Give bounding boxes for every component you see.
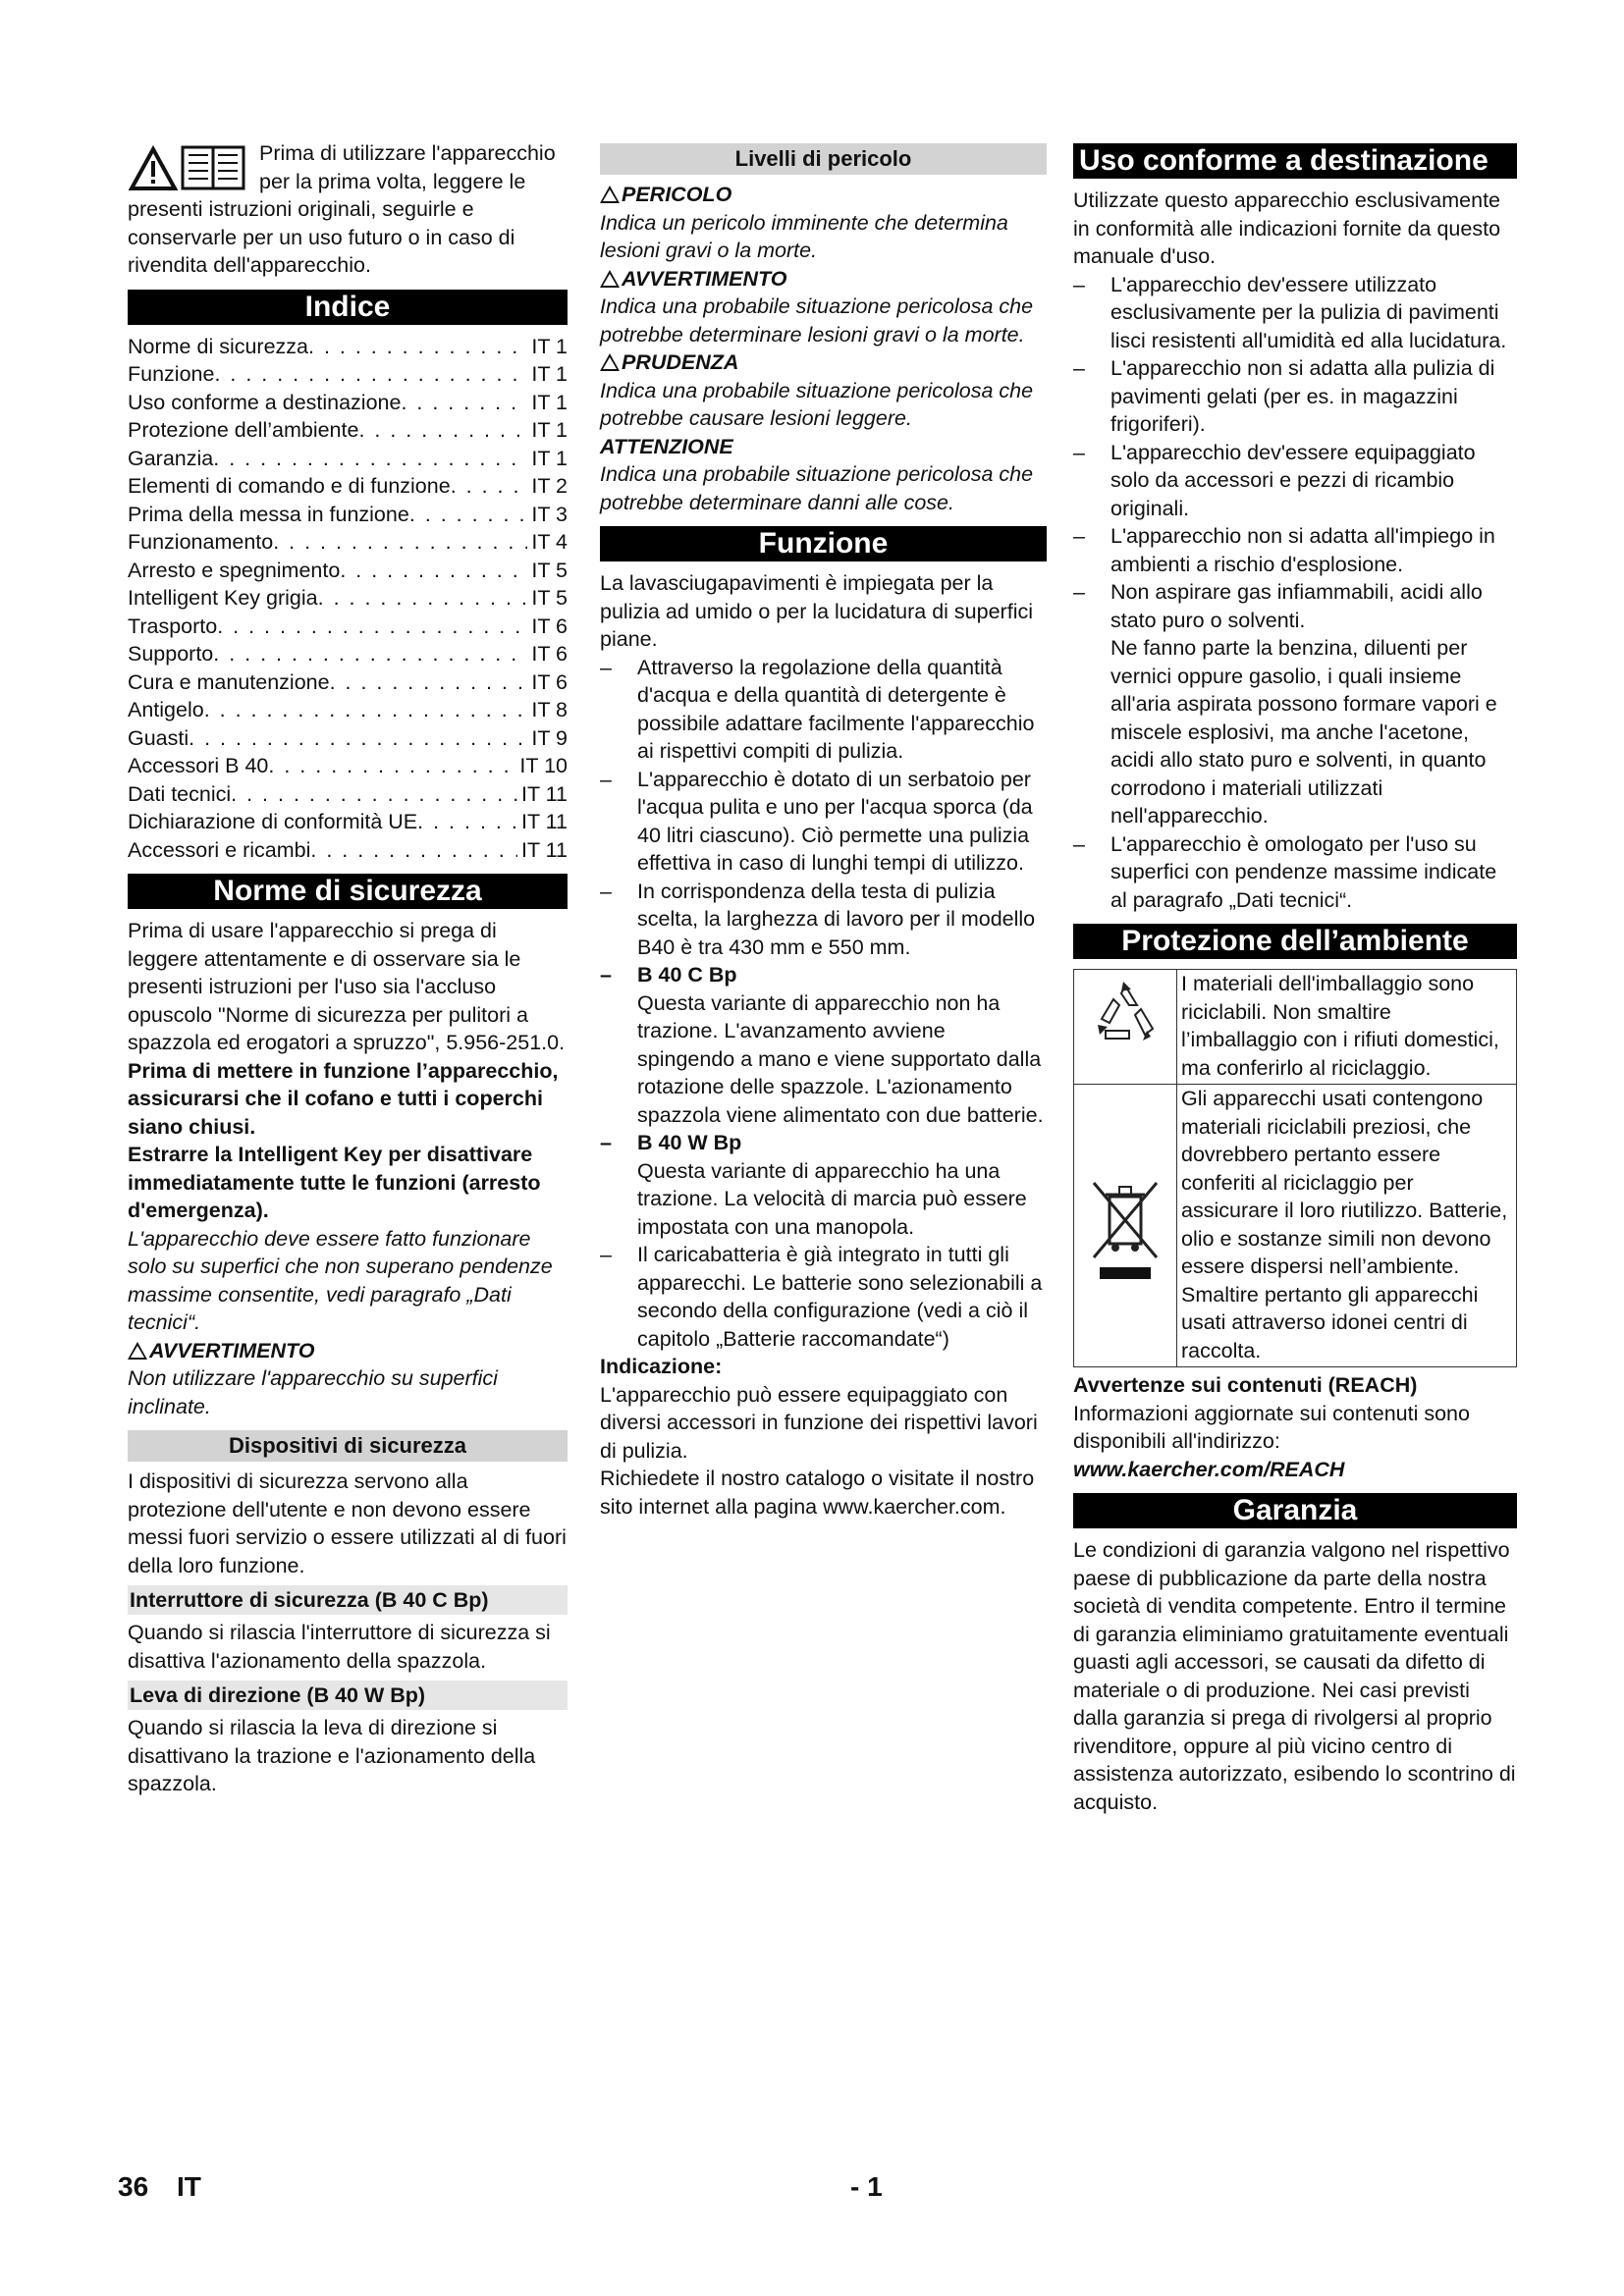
norme-bold-1: Prima di mettere in funzione l’apparecchio, assicurarsi che il cofano e tutti i coperchi siano chiusi. bbox=[128, 1058, 559, 1139]
page-number: 36 bbox=[118, 2171, 149, 2202]
list-item: – Il caricabatteria è già integrato in tutti gli apparecchi. Le batterie sono selezionabili a secondo della configurazione (vedi a ciò il capitolo „Batterie raccomandate“) bbox=[600, 1241, 1047, 1353]
toc-entry-page: IT 1 bbox=[531, 334, 568, 358]
toc-entry[interactable] bbox=[128, 780, 568, 809]
section-title-norme: Norme di sicurezza bbox=[128, 874, 568, 909]
toc-leader-dots bbox=[213, 445, 527, 473]
toc-leader-dots bbox=[204, 696, 528, 724]
toc-entry-page: IT 6 bbox=[531, 614, 568, 638]
column-right bbox=[1073, 139, 1517, 1816]
toc-leader-dots bbox=[340, 557, 527, 585]
crossed-bin-icon bbox=[1074, 1085, 1177, 1366]
toc-leader-dots bbox=[451, 472, 528, 501]
toc-entry[interactable] bbox=[128, 752, 568, 780]
uso-list bbox=[1073, 271, 1517, 635]
b40c-text: Questa variante di apparecchio non ha trazione. L'avanzamento avviene spingendo a mano e viene supportato dalla rotazione delle spazzole. L'azionamento spazzola viene alimentato con due batterie. bbox=[637, 990, 1044, 1127]
column-left bbox=[128, 139, 568, 1798]
table-of-contents bbox=[128, 333, 568, 865]
garanzia-text: Le condizioni di garanzia valgono nel rispettivo paese di pubblicazione da parte della nostra società di vendita competente. Entro il termine di garanzia eliminiamo gratuitamente eventuali guasti agli accessori, se causati da difetto di materiale o di produzione. Nei casi previsti dalla garanzia si prega di rivolgersi al proprio rivenditore, oppure al più vicino centro di assistenza autorizzato, esibendo lo scontrino di acquisto. bbox=[1073, 1538, 1516, 1814]
danger-level-heading: PERICOLO bbox=[600, 181, 1047, 209]
toc-entry[interactable] bbox=[128, 389, 568, 417]
toc-entry[interactable] bbox=[128, 836, 568, 865]
toc-entry[interactable] bbox=[128, 584, 568, 613]
toc-entry-page: IT 10 bbox=[519, 754, 568, 777]
funzione-intro: La lavasciugapavimenti è impiegata per la pulizia ad umido o per la lucidatura di superfici piane. bbox=[600, 571, 1033, 651]
recycle-icon bbox=[1074, 970, 1177, 1084]
toc-entry-page: IT 1 bbox=[531, 362, 568, 386]
toc-entry-label: Accessori B 40 bbox=[128, 754, 269, 777]
toc-entry[interactable] bbox=[128, 472, 568, 501]
list-item: – L'apparecchio non si adatta all'impiego in ambienti a rischio d'esplosione. bbox=[1073, 522, 1517, 578]
toc-entry[interactable] bbox=[128, 360, 568, 389]
warning-triangle-icon bbox=[600, 353, 620, 371]
list-item-b40c: – B 40 C Bp bbox=[600, 961, 1047, 989]
toc-leader-dots bbox=[330, 668, 528, 697]
danger-levels bbox=[600, 181, 1047, 516]
norme-italic: L'apparecchio deve essere fatto funzionare solo su superfici che non superano pendenze massime consentite, vedi paragrafo „Dati tecnici“. bbox=[128, 1226, 553, 1334]
toc-entry-page: IT 11 bbox=[520, 837, 568, 862]
toc-entry-label: Funzionamento bbox=[128, 530, 274, 554]
norme-bold-2: Estrarre la Intelligent Key per disattivare immediatamente tutte le funzioni (arresto d'emergenza). bbox=[128, 1143, 541, 1222]
toc-leader-dots bbox=[417, 808, 517, 836]
list-item: – L'apparecchio è dotato di un serbatoio per l'acqua pulita e uno per l'acqua sporca (da 40 litri ciascuno). Ciò permette una pulizia effettiva in caso di lunghi tempi di utilizzo. bbox=[600, 766, 1047, 878]
toc-entry-page: IT 2 bbox=[531, 474, 568, 498]
section-title-funzione: Funzione bbox=[600, 526, 1047, 561]
warning-heading: AVVERTIMENTO bbox=[128, 1337, 568, 1365]
danger-level-heading: PRUDENZA bbox=[600, 348, 1047, 377]
toc-entry-label: Cura e manutenzione bbox=[128, 669, 330, 694]
intro-text: Prima di utilizzare l'apparecchio per la prima volta, leggere le presenti istruzioni originali, seguirle e conservarle per un uso futuro o in caso di rivendita dell'apparecchio. bbox=[128, 141, 556, 277]
toc-leader-dots bbox=[231, 780, 517, 809]
toc-leader-dots bbox=[310, 836, 517, 865]
column-middle bbox=[600, 139, 1047, 1521]
toc-entry-page: IT 8 bbox=[531, 698, 568, 721]
dispositivi-text: I dispositivi di sicurezza servono alla protezione dell'utente e non devono essere messi fuori servizio o essere utilizzati al di fuori della loro funzione. bbox=[128, 1469, 567, 1577]
warning-triangle-icon bbox=[128, 1342, 147, 1360]
section-title-livelli: Livelli di pericolo bbox=[600, 143, 1047, 175]
list-item: – L'apparecchio dev'essere utilizzato esclusivamente per la pulizia di pavimenti lisci resistenti all'umidità ed alla lucidatura. bbox=[1073, 271, 1517, 355]
section-title-dispositivi: Dispositivi di sicurezza bbox=[128, 1430, 568, 1462]
uso-list-2 bbox=[1073, 830, 1517, 915]
toc-leader-dots bbox=[409, 501, 528, 529]
uso-li5-extra: Ne fanno parte la benzina, diluenti per vernici oppure gasolio, i quali insieme all'aria aspirata possono formare vapori e miscele esplosivi, ma anche l'acetone, acidi allo stato puro e solventi, in quanto corrodono i materiali utilizzati nell'apparecchio. bbox=[1110, 636, 1497, 828]
warning-triangle-icon bbox=[600, 186, 620, 203]
toc-entry[interactable] bbox=[128, 445, 568, 473]
toc-entry[interactable] bbox=[128, 668, 568, 697]
section-title-garanzia: Garanzia bbox=[1073, 1493, 1517, 1528]
danger-level-text: Indica una probabile situazione pericolosa che potrebbe determinare lesioni gravi o la morte. bbox=[600, 294, 1034, 347]
list-item: – L'apparecchio non si adatta alla pulizia di pavimenti gelati (per es. in magazzini frigoriferi). bbox=[1073, 354, 1517, 439]
danger-level-text: Indica un pericolo imminente che determina lesioni gravi o la morte. bbox=[600, 210, 1008, 262]
toc-entry[interactable] bbox=[128, 416, 568, 445]
toc-entry-label: Dati tecnici bbox=[128, 781, 232, 806]
environment-row-packaging bbox=[1074, 970, 1516, 1085]
list-item: – Non aspirare gas infiammabili, acidi allo stato puro o solventi. bbox=[1073, 578, 1517, 634]
toc-entry-page: IT 6 bbox=[531, 642, 568, 666]
uso-intro: Utilizzate questo apparecchio esclusivamente in conformità alle indicazioni fornite da questo manuale d'uso. bbox=[1073, 188, 1501, 268]
toc-entry-label: Dichiarazione di conformità UE bbox=[128, 810, 418, 833]
warning-manual-icon bbox=[128, 141, 253, 192]
toc-leader-dots bbox=[358, 416, 527, 445]
toc-leader-dots bbox=[189, 724, 527, 753]
toc-entry-page: IT 11 bbox=[520, 810, 568, 833]
toc-entry-label: Prima della messa in funzione bbox=[128, 502, 409, 526]
toc-entry-label: Accessori e ricambi bbox=[128, 837, 311, 862]
warning-text: Non utilizzare l'apparecchio su superfici inclinate. bbox=[128, 1366, 498, 1418]
toc-leader-dots bbox=[318, 584, 528, 613]
danger-level-text: Indica una probabile situazione pericolosa che potrebbe determinare danni alle cose. bbox=[600, 462, 1034, 514]
toc-entry[interactable] bbox=[128, 696, 568, 724]
page-label: - 1 bbox=[850, 2171, 883, 2202]
environment-table bbox=[1073, 969, 1517, 1367]
toc-entry-page: IT 9 bbox=[531, 725, 568, 750]
warning-triangle-icon bbox=[600, 270, 620, 288]
toc-leader-dots bbox=[214, 360, 527, 389]
danger-level-text: Indica una probabile situazione pericolosa che potrebbe causare lesioni leggere. bbox=[600, 378, 1034, 430]
toc-entry[interactable] bbox=[128, 501, 568, 529]
toc-entry-label: Intelligent Key grigia bbox=[128, 586, 318, 610]
list-item: – Attraverso la regolazione della quantità d'acqua e della quantità di detergente è possibile adattare facilmente l'apparecchio ai rispettivi compiti di pulizia. bbox=[600, 654, 1047, 766]
danger-level-heading: ATTENZIONE bbox=[600, 434, 733, 458]
page-language: IT bbox=[177, 2171, 201, 2202]
toc-leader-dots bbox=[217, 613, 527, 641]
toc-entry[interactable] bbox=[128, 528, 568, 557]
subsection-interruttore: Interruttore di sicurezza (B 40 C Bp) bbox=[128, 1585, 568, 1615]
reach-text: Informazioni aggiornate sui contenuti sono disponibili all'indirizzo: bbox=[1073, 1401, 1470, 1453]
funzione-list-2 bbox=[600, 1129, 1047, 1157]
toc-entry-page: IT 5 bbox=[531, 558, 568, 582]
reach-heading: Avvertenze sui contenuti (REACH) bbox=[1073, 1373, 1418, 1397]
b40w-text: Questa variante di apparecchio ha una trazione. La velocità di marcia può essere impostata con una manopola. bbox=[637, 1158, 1027, 1239]
toc-entry-label: Funzione bbox=[128, 362, 215, 386]
toc-entry-label: Supporto bbox=[128, 642, 214, 666]
toc-entry[interactable] bbox=[128, 640, 568, 668]
indicazione-text-2: Richiedete il nostro catalogo o visitate il nostro sito internet alla pagina www.kaercher.com. bbox=[600, 1467, 1035, 1519]
section-title-ambiente: Protezione dell’ambiente bbox=[1073, 924, 1517, 959]
toc-entry-page: IT 1 bbox=[531, 446, 568, 470]
list-item-b40w: – B 40 W Bp bbox=[600, 1129, 1047, 1157]
toc-entry[interactable] bbox=[128, 333, 568, 361]
toc-leader-dots bbox=[308, 333, 527, 361]
interruttore-text: Quando si rilascia l'interruttore di sicurezza si disattiva l'azionamento della spazzola. bbox=[128, 1621, 551, 1673]
section-title-indice: Indice bbox=[128, 290, 568, 325]
toc-entry-page: IT 1 bbox=[531, 390, 568, 414]
toc-leader-dots bbox=[273, 528, 527, 557]
section-title-uso: Uso conforme a destinazione bbox=[1073, 143, 1517, 179]
toc-entry[interactable] bbox=[128, 613, 568, 641]
toc-entry-page: IT 11 bbox=[520, 781, 568, 806]
toc-entry[interactable] bbox=[128, 724, 568, 753]
toc-entry-label: Uso conforme a destinazione bbox=[128, 390, 402, 414]
toc-entry[interactable] bbox=[128, 808, 568, 836]
funzione-list bbox=[600, 654, 1047, 989]
list-item: – In corrispondenza della testa di pulizia scelta, la larghezza di lavoro per il modello B40 è tra 430 mm e 550 mm. bbox=[600, 878, 1047, 962]
environment-row-weee bbox=[1074, 1085, 1516, 1366]
reach-url[interactable]: www.kaercher.com/REACH bbox=[1073, 1457, 1345, 1481]
toc-entry-page: IT 4 bbox=[531, 530, 568, 554]
norme-paragraph: Prima di usare l'apparecchio si prega di leggere attentamente e di osservare sia le presenti istruzioni per l'uso sia l'accluso opuscolo "Norme di sicurezza per pulitori a spazzola ed erogatori a spruzzo", 5.956-251.0. bbox=[128, 919, 566, 1054]
toc-leader-dots bbox=[268, 752, 515, 780]
list-item: – L'apparecchio è omologato per l'uso su superfici con pendenze massime indicate al paragrafo „Dati tecnici“. bbox=[1073, 830, 1517, 915]
funzione-list-3 bbox=[600, 1241, 1047, 1353]
toc-entry-page: IT 5 bbox=[531, 586, 568, 610]
toc-leader-dots bbox=[401, 389, 527, 417]
leva-text: Quando si rilascia la leva di direzione si disattivano la trazione e l'azionamento della spazzola. bbox=[128, 1716, 536, 1795]
toc-entry-label: Guasti bbox=[128, 725, 189, 750]
toc-entry-label: Trasporto bbox=[128, 614, 218, 638]
indicazione-text-1: L'apparecchio può essere equipaggiato con diversi accessori in funzione dei rispettivi lavori di pulizia. bbox=[600, 1382, 1038, 1463]
toc-entry-label: Protezione dell’ambiente bbox=[128, 418, 359, 442]
intro-block bbox=[128, 139, 568, 280]
toc-entry-label: Norme di sicurezza bbox=[128, 334, 308, 358]
toc-entry-label: Elementi di comando e di funzione bbox=[128, 474, 451, 498]
subsection-leva: Leva di direzione (B 40 W Bp) bbox=[128, 1681, 568, 1710]
toc-entry[interactable] bbox=[128, 557, 568, 585]
toc-entry-label: Garanzia bbox=[128, 446, 214, 470]
list-item: – L'apparecchio dev'essere equipaggiato solo da accessori e pezzi di ricambio originali. bbox=[1073, 439, 1517, 523]
toc-entry-label: Antigelo bbox=[128, 698, 204, 721]
danger-level-heading: AVVERTIMENTO bbox=[600, 265, 1047, 294]
environment-text-weee: Gli apparecchi usati contengono materiali riciclabili preziosi, che dovrebbero pertanto essere conferiti al riciclaggio per assicurare il loro riutilizzo. Batterie, olio e sostanze simili non devono essere dispersi nell’ambiente. Smaltire pertanto gli apparecchi usati attraverso idonei centri di raccolta. bbox=[1181, 1087, 1508, 1362]
toc-entry-page: IT 3 bbox=[531, 502, 568, 526]
environment-text-packaging: I materiali dell'imballaggio sono riciclabili. Non smaltire l’imballaggio con i rifiuti domestici, ma conferirlo al riciclaggio. bbox=[1181, 972, 1499, 1080]
toc-entry-page: IT 1 bbox=[531, 418, 568, 442]
toc-entry-label: Arresto e spegnimento bbox=[128, 558, 341, 582]
toc-leader-dots bbox=[213, 640, 527, 668]
indicazione-heading: Indicazione: bbox=[600, 1355, 723, 1378]
toc-entry-page: IT 6 bbox=[531, 669, 568, 694]
